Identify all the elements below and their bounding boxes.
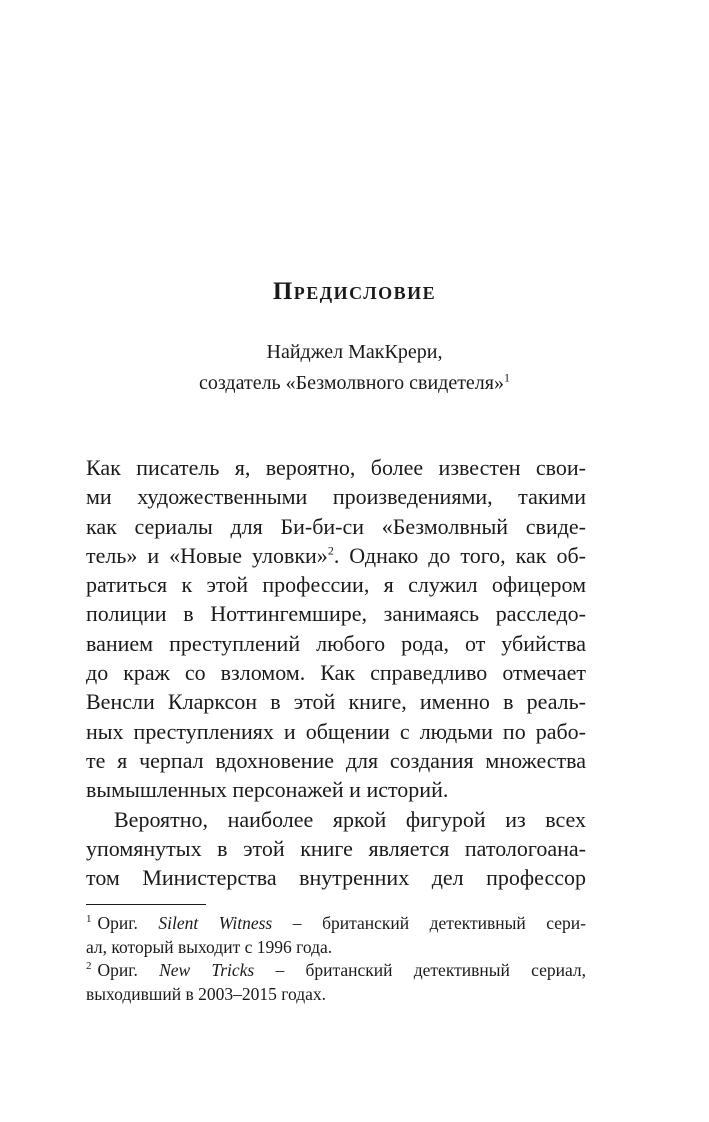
- body-line: те я черпал вдохновение для создания множества: [86, 747, 586, 773]
- body-line: ратиться к этой профессии, я служил офицером: [86, 572, 586, 598]
- body-line-tail: . Однако до того, как об-: [333, 542, 586, 568]
- body-line: до краж со взломом. Как справедливо отмечает: [86, 660, 586, 686]
- body-text: [86, 453, 586, 892]
- footnote-original-title: Silent Witness: [158, 913, 273, 933]
- footnote-ref-2[interactable]: 2: [327, 543, 334, 558]
- footnote-number: 2: [86, 960, 92, 973]
- body-line-paragraph-start: Вероятно, наиболее яркой фигурой из всех: [114, 806, 586, 832]
- footnote-prefix: Ориг.: [97, 960, 160, 980]
- footnote-ref-1[interactable]: 1: [504, 370, 510, 385]
- body-line: ных преступлениях и общении с людьми по рабо-: [86, 718, 586, 744]
- chapter-title: Предисловие: [272, 278, 437, 305]
- body-line: Как писатель я, вероятно, более известен свои-: [86, 455, 586, 480]
- footnote-2: [86, 959, 586, 983]
- body-line: том Министерства внутренних дел профессор: [86, 865, 586, 891]
- footnote-number: 1: [86, 913, 92, 926]
- body-line: ванием преступлений любого рода, от убийства: [86, 630, 586, 656]
- body-line: упомянутых в этой книге является патологоана-: [86, 835, 586, 861]
- author-role-text: создатель «Безмолвного свидетеля»: [199, 372, 504, 394]
- body-line: полиции в Ноттингемшире, занимаясь расследо-: [86, 601, 586, 627]
- footnote-1-continued: ал, который выходит с 1996 года.: [86, 936, 333, 957]
- footnote-1: [86, 912, 586, 936]
- body-line: Венсли Кларксон в этой книге, именно в реаль-: [86, 689, 586, 715]
- footnote-2-continued: выходивший в 2003–2015 годах.: [86, 983, 327, 1004]
- body-line-with-footnote: [86, 541, 586, 570]
- body-line: ми художественными произведениями, такими: [86, 484, 586, 510]
- footnotes: [86, 912, 586, 1006]
- footnote-divider: [86, 904, 206, 905]
- body-line: как сериалы для Би-би-си «Безмолвный свиде-: [86, 513, 586, 539]
- body-line-text: тель» и «Новые уловки»: [86, 542, 328, 568]
- body-line: вымышленных персонажей и историй.: [86, 777, 449, 803]
- footnote-original-title: New Tricks: [159, 960, 255, 980]
- author-name: Найджел МакКрери,: [266, 341, 443, 363]
- footnote-text: – британский детективный сери-: [272, 913, 586, 933]
- footnote-text: – британский детективный сериал,: [254, 960, 586, 980]
- author-role: [0, 372, 709, 395]
- footnote-prefix: Ориг.: [97, 913, 159, 933]
